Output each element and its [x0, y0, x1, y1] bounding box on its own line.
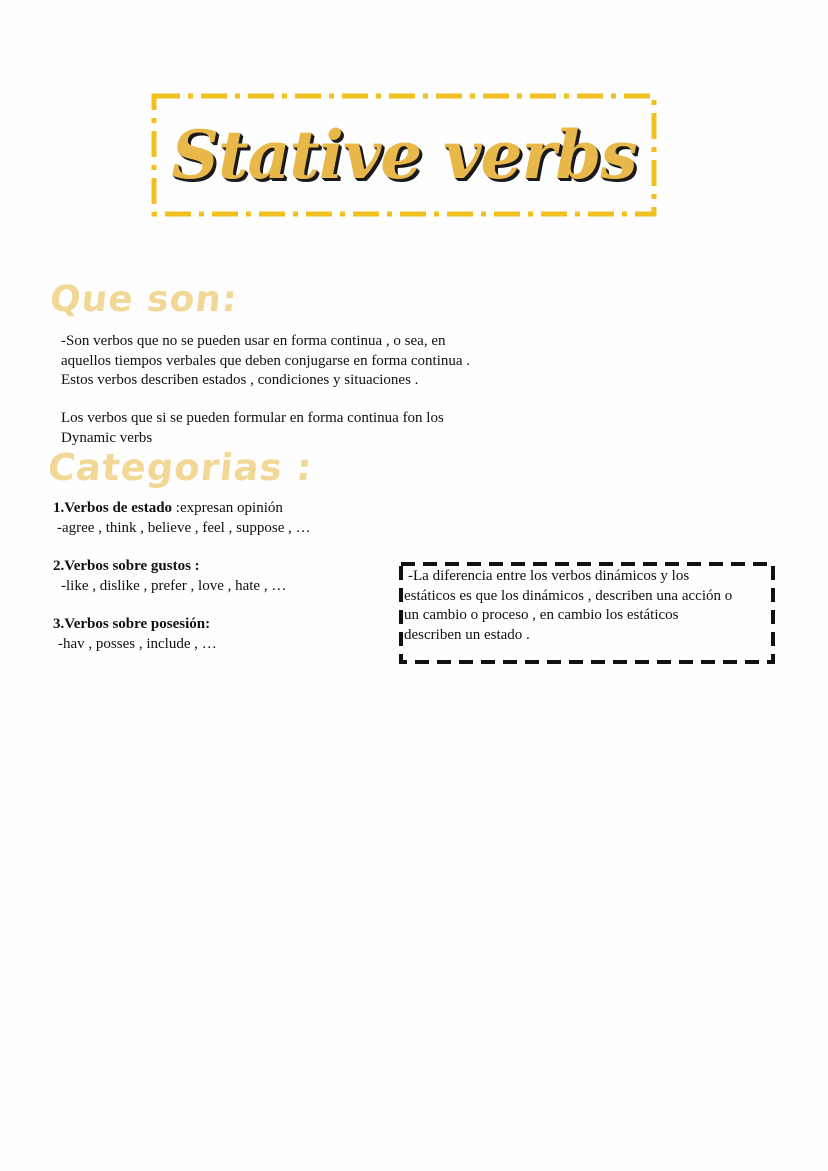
definition-line: -Son verbos que no se pueden usar en forma continua , o sea, en: [61, 333, 446, 349]
category-title-line: [53, 499, 311, 519]
dynamic-line: Dynamic verbs: [61, 429, 153, 446]
category-title-line: [53, 557, 286, 577]
category-item-1: [53, 499, 311, 538]
definition-line: aquellos tiempos verbales que deben conjugarse en forma continua .: [61, 352, 471, 369]
category-title: 1.Verbos de estado: [53, 500, 173, 516]
note-line: estáticos es que los dinámicos , describen una acción o: [404, 587, 733, 604]
category-title: 2.Verbos sobre gustos :: [53, 558, 200, 574]
category-item-3: [53, 615, 217, 654]
note-line: un cambio o proceso , en cambio los estáticos: [404, 607, 679, 623]
category-title-line: [53, 615, 217, 635]
dynamic-line: Los verbos que si se pueden formular en forma continua fon los: [61, 410, 444, 426]
heading-que-son: Que son:: [47, 279, 240, 320]
category-title: 3.Verbos sobre posesión:: [53, 616, 211, 632]
category-item-2: [53, 557, 286, 596]
title-frame: [152, 94, 656, 216]
heading-categorias: Categorias :: [45, 446, 315, 489]
note-line: -La diferencia entre los verbos dinámicos y los: [408, 568, 690, 584]
definition-paragraph: [61, 332, 470, 391]
page-title: Stative verbs: [171, 116, 637, 194]
category-examples: -agree , think , believe , feel , suppose , …: [57, 519, 311, 536]
note-text: [404, 567, 732, 645]
category-examples: -hav , posses , include , …: [58, 635, 217, 652]
note-line: describen un estado .: [404, 626, 530, 643]
definition-line: Estos verbos describen estados , condiciones y situaciones .: [61, 372, 419, 388]
category-examples: -like , dislike , prefer , love , hate , …: [61, 577, 287, 594]
dynamic-verbs-paragraph: [61, 409, 444, 448]
category-description: :expresan opinión: [172, 500, 283, 516]
